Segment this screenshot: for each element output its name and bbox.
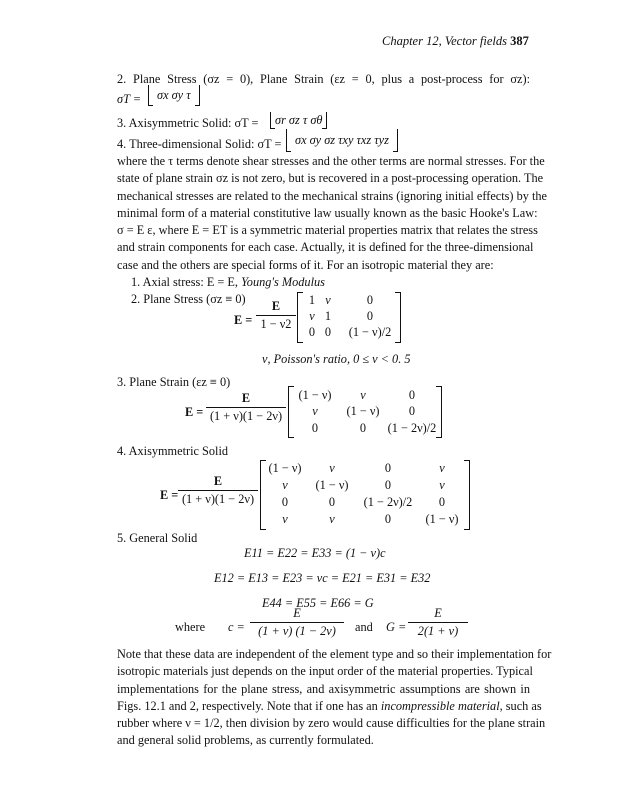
matrix-cell: 1 xyxy=(324,309,332,323)
matrix-cell: 0 xyxy=(384,512,392,526)
c-lhs: c = xyxy=(228,620,245,634)
matrix-cell: (1 − ν) xyxy=(315,478,349,492)
plane-strain-fraction xyxy=(206,391,286,424)
matrix-cell: 1 xyxy=(308,293,316,307)
matrix-cell: (1 − ν)/2 xyxy=(348,325,392,339)
axisym-den: (1 + ν)(1 − 2ν) xyxy=(181,492,255,506)
chapter-title: Chapter 12, Vector fields xyxy=(382,34,507,48)
plane-stress-eq-lhs: E = xyxy=(234,313,253,327)
matrix-cell: (1 − 2ν)/2 xyxy=(387,421,437,435)
matrix-cell: 0 xyxy=(311,421,319,435)
para1-line-7: case and the others are special forms of it. For an isotropic material they are: xyxy=(117,257,494,272)
plane-strain-eq-lhs: E = xyxy=(185,405,204,419)
g-num: E xyxy=(434,606,442,620)
matrix-cell: ν xyxy=(325,293,331,307)
para1-line-6: and strain components for each case. Actually, it is defined for the three-dimensional xyxy=(117,240,534,255)
incompressible-material-term: incompressible material xyxy=(380,698,500,713)
item-2-lhs: σT = xyxy=(117,92,142,106)
plane-stress-label: 2. Plane Stress (σz ≡ 0) xyxy=(131,292,246,306)
para1-line-5: σ = E ε, where E = ET is a symmetric material properties matrix that relates the stress xyxy=(117,223,538,238)
item-2-text: 2. Plane Stress (σz = 0), Plane Strain (εz = 0, plus a post-process for σz): xyxy=(117,72,530,86)
and-label: and xyxy=(355,620,373,634)
case-axial xyxy=(131,275,325,290)
fraction-bar xyxy=(206,407,286,408)
item-4-vector-text: σx σy σz τxy τxz τyz xyxy=(295,133,389,147)
axisym-matrix xyxy=(260,460,470,530)
matrix-cell: (1 − 2ν)/2 xyxy=(363,495,413,509)
matrix-cell: ν xyxy=(312,404,318,418)
axial-label: 1. Axial stress: E = E, xyxy=(131,275,239,289)
c-num: E xyxy=(293,606,301,620)
matrix-cell: 0 xyxy=(366,309,374,323)
c-fraction xyxy=(250,606,344,639)
matrix-cell: 0 xyxy=(281,495,289,509)
g-fraction xyxy=(408,606,468,639)
matrix-cell: (1 − ν) xyxy=(346,404,380,418)
plane-stress-num: E xyxy=(271,299,281,313)
matrix-cell: ν xyxy=(282,512,288,526)
matrix-cell: 0 xyxy=(384,478,392,492)
item-3-lead: 3. Axisymmetric Solid: σT = xyxy=(117,116,259,130)
axisym-fraction xyxy=(178,474,258,507)
matrix-cell: 0 xyxy=(408,388,416,402)
g-lhs: G = xyxy=(386,620,407,634)
matrix-cell: 0 xyxy=(366,293,374,307)
item-3-stress-vector xyxy=(270,112,327,129)
para2-line-3: implementations for the plane stress, and axisymmetric assumptions are shown in xyxy=(117,681,530,696)
fraction-bar xyxy=(250,622,344,623)
item-2-stress-vector xyxy=(148,85,200,106)
paragraph-note xyxy=(117,646,552,750)
plane-stress-fraction xyxy=(256,299,296,332)
fraction-bar xyxy=(408,622,468,623)
c-den: (1 + ν) (1 − 2ν) xyxy=(258,624,336,638)
matrix-cell: ν xyxy=(360,388,366,402)
fraction-bar xyxy=(256,315,296,316)
para2-line-4-post: , such as xyxy=(499,698,542,713)
general-eq-3: E44 = E55 = E66 = G xyxy=(262,596,374,610)
poisson-note: ν, Poisson's ratio, 0 ≤ ν < 0. 5 xyxy=(262,352,411,366)
matrix-cell: 0 xyxy=(324,325,332,339)
matrix-cell: 0 xyxy=(359,421,367,435)
where-label: where xyxy=(175,620,206,634)
fraction-bar xyxy=(178,490,258,491)
matrix-cell: 0 xyxy=(384,461,392,475)
para1-line-2: state of plane strain σz is not zero, but is recovered in a post-processing operation. The xyxy=(117,171,544,186)
running-header xyxy=(382,34,529,49)
item-3-vector-text: σr σz τ σθ xyxy=(275,113,323,127)
para1-line-4: minimal form of a material constitutive law usually known as the basic Hooke's Law: xyxy=(117,205,538,220)
plane-stress-matrix xyxy=(297,292,401,343)
para1-line-3: mechanical stresses are related to the mechanical strains (ignoring initial effects) by the xyxy=(117,188,547,203)
para2-line-4-pre: Figs. 12.1 and 2, respectively. Note that if one has an xyxy=(117,698,378,713)
general-eq-1: E11 = E22 = E33 = (1 − ν)c xyxy=(244,546,386,560)
general-eq-2: E12 = E13 = E23 = νc = E21 = E31 = E32 xyxy=(214,571,431,585)
item-4-stress-vector xyxy=(286,129,398,152)
youngs-modulus-label: Young's Modulus xyxy=(241,275,325,289)
para2-line-2: isotropic materials just depends on the input order of the material properties. Typical xyxy=(117,664,533,679)
axisym-num: E xyxy=(213,474,223,488)
matrix-cell: 0 xyxy=(308,325,316,339)
item-4-lead: 4. Three-dimensional Solid: σT = xyxy=(117,137,282,151)
matrix-cell: ν xyxy=(329,512,335,526)
plane-strain-den: (1 + ν)(1 − 2ν) xyxy=(209,409,283,423)
plane-stress-den: 1 − ν2 xyxy=(260,317,292,331)
matrix-cell: ν xyxy=(439,461,445,475)
matrix-cell: 0 xyxy=(438,495,446,509)
plane-strain-num: E xyxy=(241,391,251,405)
page-number: 387 xyxy=(510,34,529,48)
axisym-eq-lhs: E = xyxy=(160,488,179,502)
matrix-cell: (1 − ν) xyxy=(298,388,332,402)
item-2-vector-text: σx σy τ xyxy=(157,88,191,102)
matrix-cell: ν xyxy=(309,309,315,323)
para1-line-1: where the τ terms denote shear stresses and the other terms are normal stresses. For the xyxy=(117,154,545,168)
matrix-cell: ν xyxy=(439,478,445,492)
para2-line-6: and general solid problems, as currently formulated. xyxy=(117,733,374,748)
matrix-cell: ν xyxy=(282,478,288,492)
paragraph-hookes-law xyxy=(117,153,547,274)
para2-line-1: Note that these data are independent of the element type and so their implementation for xyxy=(117,647,552,661)
plane-strain-matrix xyxy=(288,386,442,438)
matrix-cell: 0 xyxy=(328,495,336,509)
matrix-cell: (1 − ν) xyxy=(425,512,459,526)
general-solid-label: 5. General Solid xyxy=(117,531,198,545)
axisym-label: 4. Axisymmetric Solid xyxy=(117,444,229,458)
para2-line-5: rubber where ν = 1/2, then division by zero would cause difficulties for the plane strain xyxy=(117,716,546,731)
g-den: 2(1 + ν) xyxy=(417,624,459,638)
matrix-cell: (1 − ν) xyxy=(268,461,302,475)
plane-strain-label: 3. Plane Strain (εz ≡ 0) xyxy=(117,375,231,389)
matrix-cell: ν xyxy=(329,461,335,475)
matrix-cell: 0 xyxy=(408,404,416,418)
para2-line-4 xyxy=(117,698,542,715)
